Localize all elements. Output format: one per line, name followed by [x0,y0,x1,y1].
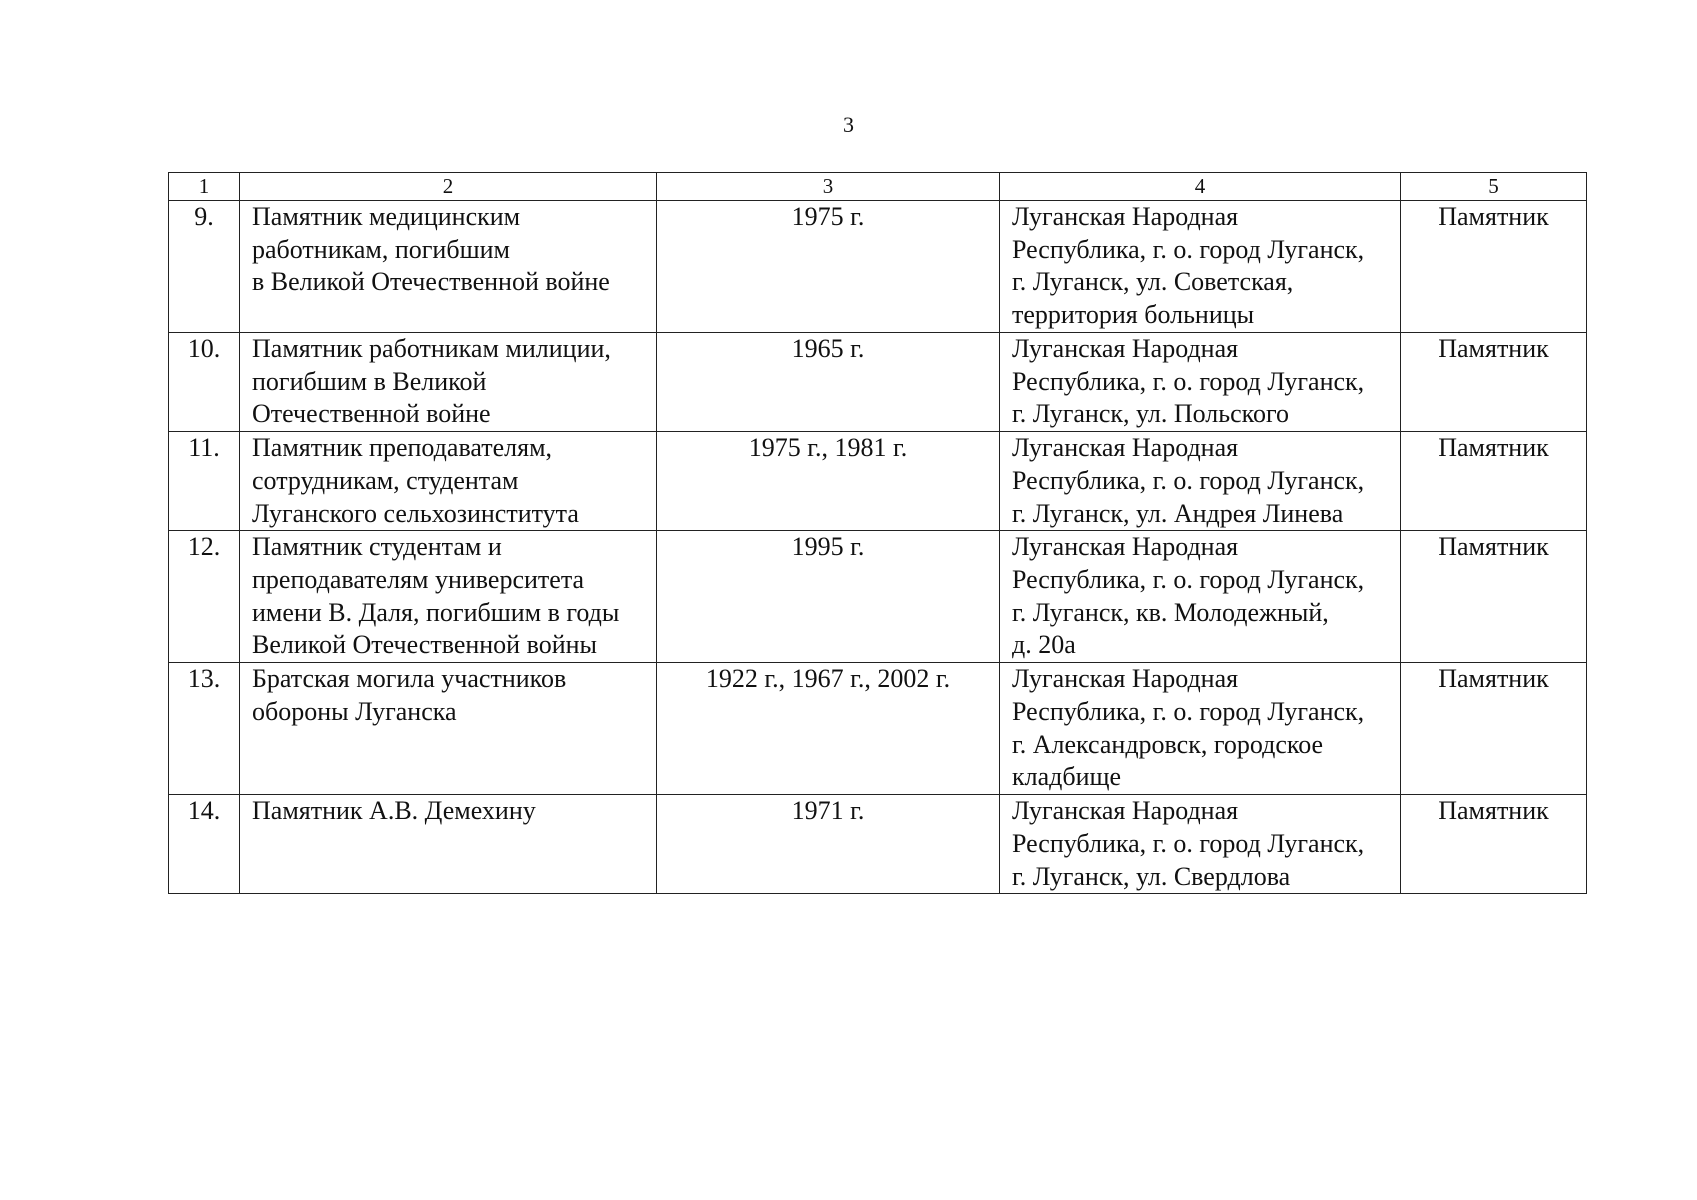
table-row [169,432,1587,531]
monument-name: Памятник студентам и преподавателям университета имени В. Даля, погибшим в годы Великой Отечественной войны [240,531,657,663]
table-row [169,201,1587,333]
monument-address: Луганская Народная Республика, г. о. город Луганск, г. Александровск, городское кладбище [1000,663,1401,795]
monument-year: 1922 г., 1967 г., 2002 г. [657,663,1000,795]
monument-type: Памятник [1401,531,1587,663]
row-number: 14. [169,795,240,894]
monument-address: Луганская Народная Республика, г. о. город Луганск, г. Луганск, ул. Советская, территория больницы [1000,201,1401,333]
table-body [169,201,1587,894]
monument-name: Памятник преподавателям, сотрудникам, студентам Луганского сельхозинститута [240,432,657,531]
page-number: 3 [843,112,854,137]
column-header-1: 1 [169,173,240,201]
column-header-2: 2 [240,173,657,201]
row-number: 11. [169,432,240,531]
row-number: 9. [169,201,240,333]
monument-year: 1975 г., 1981 г. [657,432,1000,531]
row-number: 10. [169,333,240,432]
table-row [169,531,1587,663]
monument-address: Луганская Народная Республика, г. о. город Луганск, г. Луганск, ул. Свердлова [1000,795,1401,894]
column-header-5: 5 [1401,173,1587,201]
table-header [169,173,1587,201]
table-row [169,663,1587,795]
header-row [169,173,1587,201]
monument-name: Памятник медицинским работникам, погибшим в Великой Отечественной войне [240,201,657,333]
monument-address: Луганская Народная Республика, г. о. город Луганск, г. Луганск, ул. Польского [1000,333,1401,432]
monument-year: 1965 г. [657,333,1000,432]
row-number: 12. [169,531,240,663]
column-header-4: 4 [1000,173,1401,201]
column-header-3: 3 [657,173,1000,201]
monument-type: Памятник [1401,333,1587,432]
monument-name: Памятник работникам милиции, погибшим в Великой Отечественной войне [240,333,657,432]
monument-type: Памятник [1401,663,1587,795]
monument-name: Памятник А.В. Демехину [240,795,657,894]
monument-name: Братская могила участников обороны Луганска [240,663,657,795]
monument-year: 1971 г. [657,795,1000,894]
row-number: 13. [169,663,240,795]
monument-address: Луганская Народная Республика, г. о. город Луганск, г. Луганск, ул. Андрея Линева [1000,432,1401,531]
monument-type: Памятник [1401,432,1587,531]
monument-type: Памятник [1401,795,1587,894]
monuments-table [168,172,1587,894]
table-row [169,333,1587,432]
table-row [169,795,1587,894]
monument-address: Луганская Народная Республика, г. о. город Луганск, г. Луганск, кв. Молодежный, д. 20а [1000,531,1401,663]
monument-year: 1995 г. [657,531,1000,663]
monument-type: Памятник [1401,201,1587,333]
monument-year: 1975 г. [657,201,1000,333]
